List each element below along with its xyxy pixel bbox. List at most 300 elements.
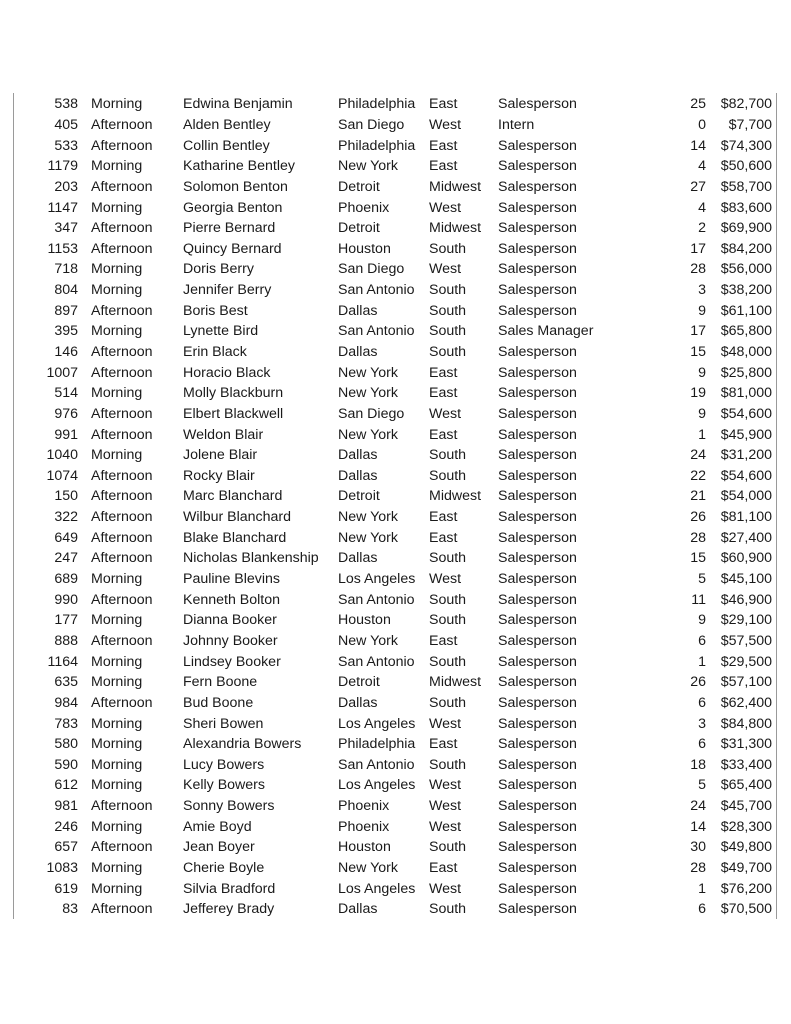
employee-id-cell: 1147: [47, 199, 78, 216]
employee-name-cell: Lynette Bird: [183, 323, 259, 340]
city-cell: New York: [338, 860, 398, 877]
shift-cell: Morning: [91, 282, 143, 299]
region-cell: Midwest: [429, 220, 482, 237]
number-cell: 15: [690, 550, 706, 567]
region-cell: South: [429, 240, 467, 257]
city-cell: San Antonio: [338, 282, 415, 299]
job-title-cell: Salesperson: [498, 467, 577, 484]
shift-cell: Morning: [91, 653, 143, 670]
number-cell: 26: [690, 674, 706, 691]
salary-cell: $58,700: [720, 178, 772, 195]
employee-name-cell: Quincy Bernard: [183, 240, 282, 257]
job-title-cell: Salesperson: [498, 96, 577, 113]
number-cell: 24: [690, 798, 706, 815]
table-row: [14, 280, 776, 301]
job-title-cell: Salesperson: [498, 220, 577, 237]
city-cell: New York: [338, 509, 398, 526]
table-row: [14, 858, 776, 879]
employee-id-cell: 347: [54, 220, 78, 237]
employee-name-cell: Cherie Boyle: [183, 860, 265, 877]
shift-cell: Morning: [91, 736, 143, 753]
region-cell: East: [429, 509, 458, 526]
region-cell: West: [429, 199, 462, 216]
table-row: [14, 651, 776, 672]
number-cell: 22: [690, 467, 706, 484]
city-cell: Los Angeles: [338, 880, 416, 897]
shift-cell: Morning: [91, 261, 143, 278]
employee-name-cell: Horacio Black: [183, 364, 271, 381]
number-cell: 17: [690, 323, 706, 340]
salary-cell: $48,000: [720, 344, 772, 360]
region-cell: East: [429, 158, 458, 175]
job-title-cell: Salesperson: [498, 302, 577, 319]
region-cell: South: [429, 612, 467, 629]
job-title-cell: Salesperson: [498, 756, 577, 773]
shift-cell: Afternoon: [91, 509, 153, 526]
job-title-cell: Salesperson: [498, 199, 577, 216]
employee-id-cell: 1164: [47, 653, 78, 670]
table-row: [14, 177, 776, 198]
table-row: [14, 796, 776, 817]
shift-cell: Morning: [91, 818, 143, 835]
employee-name-cell: Blake Blanchard: [183, 529, 287, 546]
salary-cell: $84,200: [720, 240, 772, 257]
employee-id-cell: 1074: [46, 467, 78, 484]
employee-name-cell: Sheri Bowen: [183, 715, 264, 732]
employee-name-cell: Edwina Benjamin: [183, 96, 293, 113]
number-cell: 9: [698, 405, 706, 422]
city-cell: Los Angeles: [338, 777, 416, 794]
shift-cell: Morning: [91, 860, 143, 877]
table-row: [14, 238, 776, 259]
salary-cell: $81,100: [720, 509, 772, 526]
table-row: [14, 713, 776, 734]
employee-name-cell: Johnny Booker: [183, 632, 278, 649]
region-cell: South: [429, 839, 467, 856]
employee-name-cell: Erin Black: [183, 344, 247, 360]
salary-cell: $69,900: [720, 220, 772, 237]
table-row: [14, 300, 776, 321]
region-cell: West: [429, 818, 462, 835]
right-border-rule: [776, 93, 777, 919]
shift-cell: Afternoon: [91, 798, 153, 815]
city-cell: San Diego: [338, 116, 405, 133]
number-cell: 30: [690, 839, 706, 856]
table-row: [14, 631, 776, 652]
region-cell: Midwest: [429, 488, 482, 505]
salary-cell: $25,800: [720, 364, 772, 381]
salary-cell: $54,600: [720, 405, 772, 422]
city-cell: Philadelphia: [338, 736, 416, 753]
shift-cell: Afternoon: [91, 344, 153, 360]
employee-name-cell: Boris Best: [183, 302, 248, 319]
table-row: [14, 878, 776, 899]
number-cell: 5: [698, 777, 706, 794]
job-title-cell: Salesperson: [498, 901, 577, 918]
number-cell: 18: [690, 756, 706, 773]
region-cell: East: [429, 736, 458, 753]
number-cell: 28: [690, 261, 706, 278]
salary-cell: $27,400: [720, 529, 772, 546]
salary-cell: $46,900: [720, 591, 772, 608]
table-row: [14, 589, 776, 610]
shift-cell: Morning: [91, 880, 143, 897]
employee-name-cell: Doris Berry: [183, 261, 254, 278]
shift-cell: Afternoon: [91, 405, 153, 422]
salary-cell: $65,400: [720, 777, 772, 794]
employee-name-cell: Alden Bentley: [183, 116, 271, 133]
employee-name-cell: Collin Bentley: [183, 137, 270, 154]
employee-id-cell: 1179: [47, 158, 78, 175]
number-cell: 4: [698, 158, 706, 175]
job-title-cell: Salesperson: [498, 344, 577, 360]
city-cell: Houston: [338, 240, 391, 257]
salary-cell: $31,300: [720, 736, 772, 753]
city-cell: San Antonio: [338, 323, 415, 340]
employee-name-cell: Katharine Bentley: [183, 158, 295, 175]
job-title-cell: Salesperson: [498, 632, 577, 649]
salary-cell: $50,600: [720, 158, 772, 175]
number-cell: 28: [690, 860, 706, 877]
employee-name-cell: Jefferey Brady: [183, 901, 275, 918]
region-cell: West: [429, 798, 462, 815]
employee-id-cell: 1040: [46, 447, 78, 464]
table-row: [14, 548, 776, 569]
region-cell: Midwest: [429, 674, 482, 691]
number-cell: 14: [690, 137, 706, 154]
employee-name-cell: Weldon Blair: [183, 426, 264, 443]
job-title-cell: Salesperson: [498, 426, 577, 443]
shift-cell: Afternoon: [91, 116, 153, 133]
number-cell: 3: [698, 282, 706, 299]
region-cell: South: [429, 323, 467, 340]
region-cell: South: [429, 694, 467, 711]
shift-cell: Afternoon: [91, 839, 153, 856]
city-cell: Dallas: [338, 694, 378, 711]
number-cell: 27: [690, 178, 706, 195]
number-cell: 19: [690, 385, 706, 402]
salary-cell: $74,300: [720, 137, 772, 154]
city-cell: Dallas: [338, 550, 378, 567]
employee-id-cell: 783: [54, 715, 78, 732]
table-row: [14, 734, 776, 755]
table-row: [14, 569, 776, 590]
shift-cell: Afternoon: [91, 632, 153, 649]
salary-cell: $45,700: [720, 798, 772, 815]
salary-cell: $28,300: [720, 818, 772, 835]
table-row: [14, 424, 776, 445]
region-cell: South: [429, 282, 467, 299]
job-title-cell: Sales Manager: [498, 323, 594, 340]
table-row: [14, 507, 776, 528]
number-cell: 14: [690, 818, 706, 835]
table-row: [14, 672, 776, 693]
region-cell: West: [429, 261, 462, 278]
employee-id-cell: 83: [62, 901, 78, 918]
region-cell: West: [429, 715, 462, 732]
number-cell: 26: [690, 509, 706, 526]
number-cell: 2: [698, 220, 706, 237]
shift-cell: Afternoon: [91, 426, 153, 443]
city-cell: Dallas: [338, 447, 378, 464]
number-cell: 1: [698, 880, 706, 897]
city-cell: New York: [338, 364, 398, 381]
table-row: [14, 775, 776, 796]
job-title-cell: Salesperson: [498, 694, 577, 711]
region-cell: West: [429, 571, 462, 588]
employee-name-cell: Lindsey Booker: [183, 653, 281, 670]
city-cell: Houston: [338, 839, 391, 856]
job-title-cell: Salesperson: [498, 674, 577, 691]
shift-cell: Morning: [91, 777, 143, 794]
region-cell: West: [429, 777, 462, 794]
number-cell: 15: [690, 344, 706, 360]
shift-cell: Afternoon: [91, 178, 153, 195]
salary-cell: $49,800: [720, 839, 772, 856]
city-cell: San Diego: [338, 261, 405, 278]
region-cell: East: [429, 632, 458, 649]
shift-cell: Morning: [91, 674, 143, 691]
city-cell: New York: [338, 158, 398, 175]
job-title-cell: Salesperson: [498, 158, 577, 175]
salary-cell: $56,000: [720, 261, 772, 278]
shift-cell: Morning: [91, 96, 143, 113]
number-cell: 6: [698, 901, 706, 918]
region-cell: West: [429, 880, 462, 897]
table-row: [14, 899, 776, 920]
employee-id-cell: 405: [54, 116, 78, 133]
salary-cell: $70,500: [720, 901, 772, 918]
employee-id-cell: 984: [54, 694, 78, 711]
employee-name-cell: Alexandria Bowers: [183, 736, 302, 753]
shift-cell: Morning: [91, 715, 143, 732]
table-row: [14, 156, 776, 177]
employee-name-cell: Solomon Benton: [183, 178, 288, 195]
employee-name-cell: Fern Boone: [183, 674, 258, 691]
employee-id-cell: 612: [54, 777, 78, 794]
employee-id-cell: 580: [54, 736, 78, 753]
job-title-cell: Salesperson: [498, 715, 577, 732]
employee-name-cell: Molly Blackburn: [183, 385, 284, 402]
employee-id-cell: 1007: [46, 364, 78, 381]
number-cell: 6: [698, 632, 706, 649]
shift-cell: Morning: [91, 571, 143, 588]
job-title-cell: Salesperson: [498, 612, 577, 629]
employee-id-cell: 150: [54, 488, 78, 505]
table-row: [14, 816, 776, 837]
table-row: [14, 755, 776, 776]
city-cell: Detroit: [338, 220, 380, 237]
employee-id-cell: 657: [54, 839, 78, 856]
job-title-cell: Salesperson: [498, 509, 577, 526]
job-title-cell: Salesperson: [498, 240, 577, 257]
region-cell: South: [429, 302, 467, 319]
employee-id-cell: 1153: [47, 240, 78, 257]
employee-name-cell: Sonny Bowers: [183, 798, 275, 815]
salary-cell: $29,100: [720, 612, 772, 629]
city-cell: New York: [338, 385, 398, 402]
city-cell: New York: [338, 426, 398, 443]
number-cell: 21: [690, 488, 706, 505]
table-row: [14, 837, 776, 858]
shift-cell: Afternoon: [91, 240, 153, 257]
shift-cell: Morning: [91, 612, 143, 629]
employee-id-cell: 981: [54, 798, 78, 815]
salary-cell: $81,000: [720, 385, 772, 402]
shift-cell: Afternoon: [91, 364, 153, 381]
employee-id-cell: 1083: [46, 860, 78, 877]
city-cell: Los Angeles: [338, 715, 416, 732]
region-cell: East: [429, 137, 458, 154]
region-cell: South: [429, 591, 467, 608]
employee-name-cell: Georgia Benton: [183, 199, 283, 216]
shift-cell: Morning: [91, 158, 143, 175]
job-title-cell: Salesperson: [498, 529, 577, 546]
job-title-cell: Salesperson: [498, 860, 577, 877]
table-row: [14, 445, 776, 466]
employee-name-cell: Silvia Bradford: [183, 880, 276, 897]
salary-cell: $57,100: [720, 674, 772, 691]
job-title-cell: Salesperson: [498, 178, 577, 195]
table-row: [14, 610, 776, 631]
number-cell: 9: [698, 302, 706, 319]
number-cell: 24: [690, 447, 706, 464]
table-row: [14, 115, 776, 136]
city-cell: Houston: [338, 612, 391, 629]
number-cell: 3: [698, 715, 706, 732]
job-title-cell: Salesperson: [498, 385, 577, 402]
employee-id-cell: 718: [54, 261, 78, 278]
shift-cell: Morning: [91, 385, 143, 402]
job-title-cell: Salesperson: [498, 591, 577, 608]
region-cell: Midwest: [429, 178, 482, 195]
employee-id-cell: 804: [54, 282, 78, 299]
salary-cell: $57,500: [720, 632, 772, 649]
employee-id-cell: 590: [54, 756, 78, 773]
number-cell: 11: [691, 591, 706, 608]
region-cell: West: [429, 116, 462, 133]
job-title-cell: Salesperson: [498, 261, 577, 278]
employee-name-cell: Wilbur Blanchard: [183, 509, 292, 526]
employee-id-cell: 990: [54, 591, 78, 608]
employee-table: [14, 94, 776, 920]
city-cell: San Antonio: [338, 653, 415, 670]
salary-cell: $33,400: [720, 756, 772, 773]
job-title-cell: Salesperson: [498, 137, 577, 154]
number-cell: 6: [698, 736, 706, 753]
region-cell: East: [429, 426, 458, 443]
city-cell: San Antonio: [338, 756, 415, 773]
table-row: [14, 94, 776, 115]
city-cell: Dallas: [338, 467, 378, 484]
shift-cell: Morning: [91, 756, 143, 773]
employee-name-cell: Pierre Bernard: [183, 220, 276, 237]
number-cell: 9: [698, 364, 706, 381]
region-cell: East: [429, 96, 458, 113]
city-cell: New York: [338, 632, 398, 649]
job-title-cell: Salesperson: [498, 364, 577, 381]
employee-id-cell: 619: [54, 880, 78, 897]
city-cell: Phoenix: [338, 798, 390, 815]
region-cell: South: [429, 901, 467, 918]
employee-id-cell: 246: [54, 818, 78, 835]
shift-cell: Afternoon: [91, 488, 153, 505]
salary-cell: $49,700: [720, 860, 772, 877]
job-title-cell: Salesperson: [498, 736, 577, 753]
employee-name-cell: Amie Boyd: [183, 818, 252, 835]
table-row: [14, 486, 776, 507]
table-row: [14, 135, 776, 156]
table-row: [14, 404, 776, 425]
table-row: [14, 259, 776, 280]
employee-name-cell: Dianna Booker: [183, 612, 277, 629]
employee-name-cell: Marc Blanchard: [183, 488, 283, 505]
city-cell: San Diego: [338, 405, 405, 422]
number-cell: 25: [690, 96, 706, 113]
city-cell: Dallas: [338, 302, 378, 319]
table-body: [14, 94, 776, 920]
number-cell: 5: [698, 571, 706, 588]
employee-id-cell: 247: [54, 550, 78, 567]
shift-cell: Morning: [91, 323, 143, 340]
region-cell: East: [429, 385, 458, 402]
employee-name-cell: Bud Boone: [183, 694, 254, 711]
job-title-cell: Salesperson: [498, 447, 577, 464]
employee-id-cell: 991: [54, 426, 78, 443]
employee-name-cell: Kenneth Bolton: [183, 591, 281, 608]
employee-id-cell: 533: [54, 137, 78, 154]
shift-cell: Afternoon: [91, 302, 153, 319]
salary-cell: $45,100: [720, 571, 772, 588]
job-title-cell: Salesperson: [498, 880, 577, 897]
table-row: [14, 383, 776, 404]
table-row: [14, 197, 776, 218]
number-cell: 6: [698, 694, 706, 711]
employee-id-cell: 897: [54, 302, 78, 319]
employee-name-cell: Jean Boyer: [183, 839, 255, 856]
salary-cell: $60,900: [720, 550, 772, 567]
employee-id-cell: 538: [54, 96, 78, 113]
employee-id-cell: 203: [54, 178, 78, 195]
city-cell: San Antonio: [338, 591, 415, 608]
employee-id-cell: 888: [54, 632, 78, 649]
employee-name-cell: Lucy Bowers: [183, 756, 265, 773]
shift-cell: Morning: [91, 199, 143, 216]
region-cell: East: [429, 529, 458, 546]
number-cell: 9: [698, 612, 706, 629]
job-title-cell: Salesperson: [498, 777, 577, 794]
city-cell: Philadelphia: [338, 137, 416, 154]
region-cell: East: [429, 364, 458, 381]
salary-cell: $31,200: [720, 447, 772, 464]
salary-cell: $61,100: [720, 302, 772, 319]
job-title-cell: Intern: [498, 116, 535, 133]
salary-cell: $76,200: [720, 880, 772, 897]
city-cell: New York: [338, 529, 398, 546]
number-cell: 4: [698, 199, 706, 216]
region-cell: South: [429, 550, 467, 567]
city-cell: Detroit: [338, 178, 380, 195]
job-title-cell: Salesperson: [498, 818, 577, 835]
job-title-cell: Salesperson: [498, 282, 577, 299]
job-title-cell: Salesperson: [498, 405, 577, 422]
job-title-cell: Salesperson: [498, 550, 577, 567]
employee-id-cell: 146: [54, 344, 78, 360]
table-row: [14, 218, 776, 239]
table-row: [14, 342, 776, 363]
region-cell: South: [429, 653, 467, 670]
region-cell: South: [429, 447, 467, 464]
